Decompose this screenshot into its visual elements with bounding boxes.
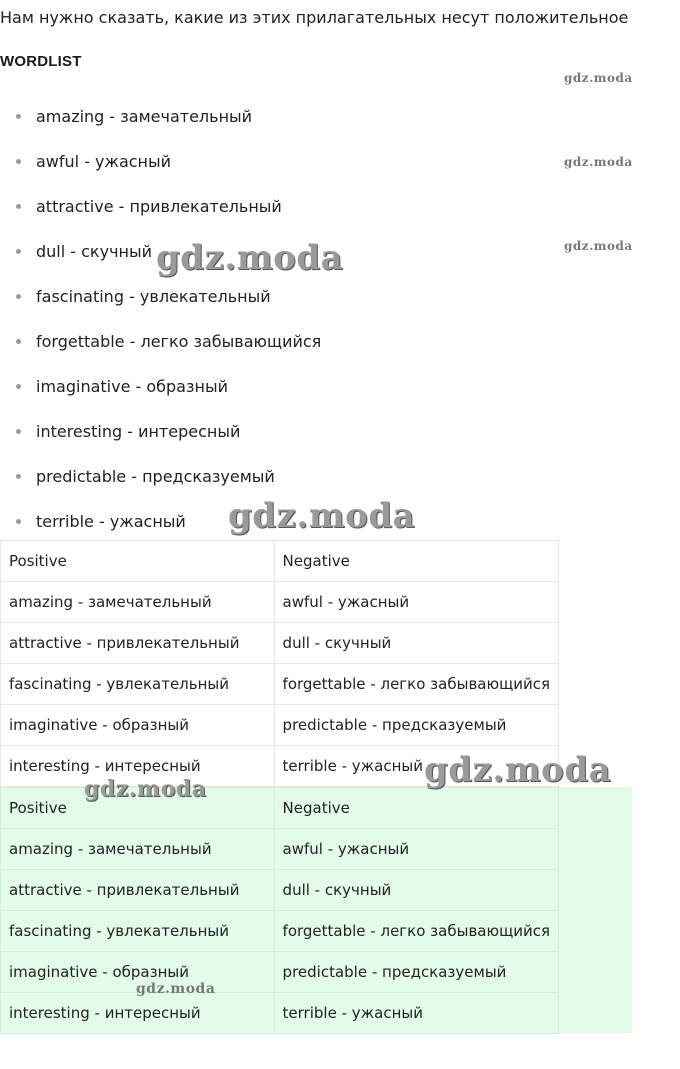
header-positive: Positive bbox=[1, 788, 275, 829]
bullet-icon bbox=[16, 384, 21, 389]
header-negative: Negative bbox=[274, 788, 558, 829]
table-row bbox=[1, 664, 559, 705]
watermark: gdz.moda bbox=[136, 981, 216, 997]
cell-positive: amazing - замечательный bbox=[1, 829, 275, 870]
watermark: gdz.moda bbox=[564, 155, 633, 169]
table-header-row bbox=[1, 541, 559, 582]
intro-text: Нам нужно сказать, какие из этих прилагательных несут положительное bbox=[0, 8, 629, 27]
table-row bbox=[1, 829, 559, 870]
table-row bbox=[1, 870, 559, 911]
list-item: awful - ужасный bbox=[0, 139, 321, 184]
cell-negative: terrible - ужасный bbox=[274, 746, 558, 787]
list-item: fascinating - увлекательный bbox=[0, 274, 321, 319]
table-row bbox=[1, 993, 559, 1034]
bullet-icon bbox=[16, 474, 21, 479]
wordlist-heading: WORDLIST bbox=[0, 53, 82, 70]
list-item: attractive - привлекательный bbox=[0, 184, 321, 229]
cell-negative: dull - скучный bbox=[274, 623, 558, 664]
bullet-icon bbox=[16, 339, 21, 344]
bullet-icon bbox=[16, 204, 21, 209]
list-item: imaginative - образный bbox=[0, 364, 321, 409]
cell-positive: interesting - интересный bbox=[1, 993, 275, 1034]
watermark: gdz.moda bbox=[564, 239, 633, 253]
cell-positive: imaginative - образный bbox=[1, 705, 275, 746]
cell-negative: predictable - предсказуемый bbox=[274, 952, 558, 993]
watermark: gdz.moda bbox=[564, 71, 633, 85]
table-row bbox=[1, 952, 559, 993]
table-row bbox=[1, 582, 559, 623]
cell-positive: attractive - привлекательный bbox=[1, 870, 275, 911]
bullet-icon bbox=[16, 429, 21, 434]
bullet-icon bbox=[16, 159, 21, 164]
table-header-row bbox=[1, 788, 559, 829]
bullet-icon bbox=[16, 249, 21, 254]
cell-negative: forgettable - легко забывающийся bbox=[274, 664, 558, 705]
table-row bbox=[1, 623, 559, 664]
list-item: predictable - предсказуемый bbox=[0, 454, 321, 499]
watermark: gdz.moda bbox=[156, 238, 344, 278]
cell-negative: forgettable - легко забывающийся bbox=[274, 911, 558, 952]
watermark: gdz.moda bbox=[228, 496, 416, 536]
header-positive: Positive bbox=[1, 541, 275, 582]
bullet-icon bbox=[16, 519, 21, 524]
list-item: interesting - интересный bbox=[0, 409, 321, 454]
list-item: terrible - ужасный bbox=[0, 499, 321, 544]
bullet-icon bbox=[16, 294, 21, 299]
adjectives-table bbox=[0, 540, 559, 787]
list-item: dull - скучный bbox=[0, 229, 321, 274]
cell-positive: imaginative - образный bbox=[1, 952, 275, 993]
cell-positive: fascinating - увлекательный bbox=[1, 664, 275, 705]
watermark: gdz.moda bbox=[84, 776, 207, 802]
cell-positive: interesting - интересный bbox=[1, 746, 275, 787]
table-row bbox=[1, 911, 559, 952]
cell-negative: awful - ужасный bbox=[274, 829, 558, 870]
cell-positive: amazing - замечательный bbox=[1, 582, 275, 623]
table-row bbox=[1, 705, 559, 746]
cell-positive: fascinating - увлекательный bbox=[1, 911, 275, 952]
list-item: forgettable - легко забывающийся bbox=[0, 319, 321, 364]
wordlist bbox=[0, 94, 321, 544]
list-item: amazing - замечательный bbox=[0, 94, 321, 139]
header-negative: Negative bbox=[274, 541, 558, 582]
cell-negative: dull - скучный bbox=[274, 870, 558, 911]
watermark: gdz.moda bbox=[424, 750, 612, 790]
cell-negative: predictable - предсказуемый bbox=[274, 705, 558, 746]
cell-negative: terrible - ужасный bbox=[274, 993, 558, 1034]
cell-positive: attractive - привлекательный bbox=[1, 623, 275, 664]
table-row bbox=[1, 746, 559, 787]
cell-negative: awful - ужасный bbox=[274, 582, 558, 623]
adjectives-table-highlighted bbox=[0, 787, 559, 1034]
bullet-icon bbox=[16, 114, 21, 119]
